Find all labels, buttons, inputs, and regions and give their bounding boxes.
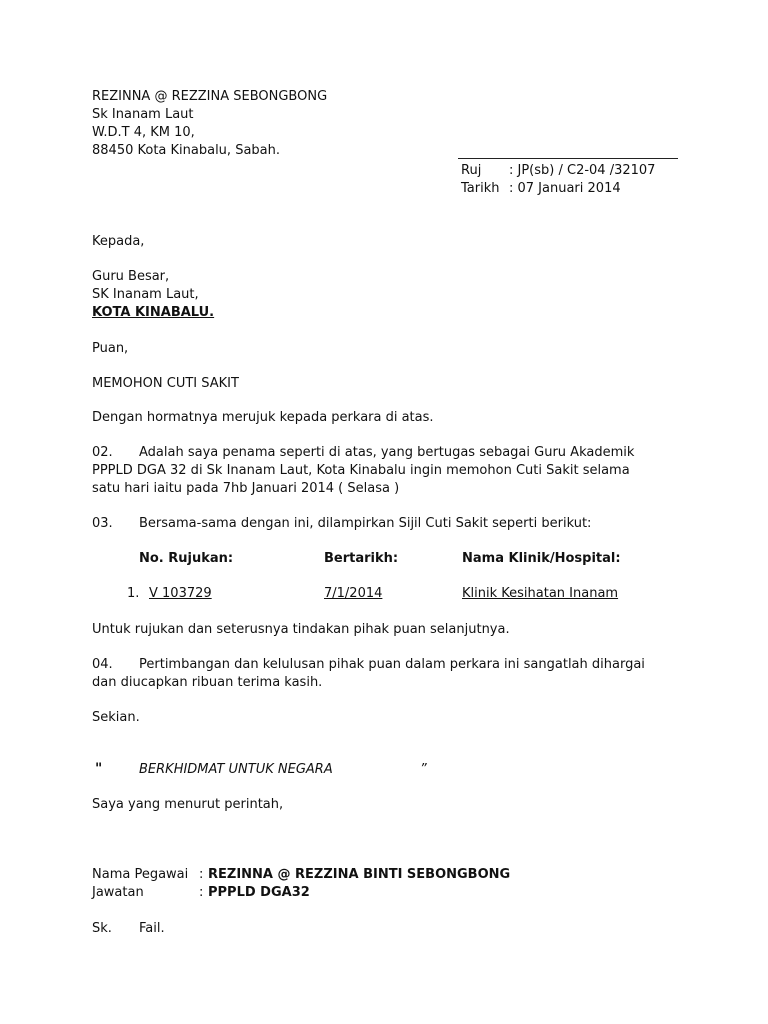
- table-cell-tarikh: 7/1/2014: [324, 586, 383, 601]
- ruj-label: Ruj: [461, 163, 482, 178]
- para-04-line-1: Pertimbangan dan kelulusan pihak puan dalam perkara ini sangatlah dihargai: [139, 657, 645, 672]
- para-04-line-2: dan diucapkan ribuan terima kasih.: [92, 675, 323, 690]
- officer-post-value: PPPLD DGA32: [208, 885, 310, 900]
- table-row-index: 1.: [127, 586, 140, 601]
- tarikh-value: : 07 Januari 2014: [509, 181, 621, 196]
- officer-post-colon: :: [199, 885, 204, 900]
- subject: MEMOHON CUTI SAKIT: [92, 376, 239, 391]
- motto-close-quote: ”: [420, 762, 427, 777]
- table-header-klinik: Nama Klinik/Hospital:: [462, 551, 621, 566]
- recipient-line-3: KOTA KINABALU.: [92, 305, 215, 320]
- table-cell-klinik: Klinik Kesihatan Inanam: [462, 586, 619, 601]
- motto-open-quote: ": [95, 761, 103, 777]
- sign-off: Saya yang menurut perintah,: [92, 797, 284, 812]
- para-02-line-1: Adalah saya penama seperti di atas, yang bertugas sebagai Guru Akademik: [139, 445, 635, 460]
- officer-post-label: Jawatan: [92, 885, 144, 900]
- greeting: Puan,: [92, 341, 129, 356]
- para-03-text: Bersama-sama dengan ini, dilampirkan Sijil Cuti Sakit seperti berikut:: [139, 516, 592, 531]
- officer-name-label: Nama Pegawai: [92, 867, 189, 882]
- table-cell-rujukan: V 103729: [149, 586, 212, 601]
- ruj-value: : JP(sb) / C2-04 /32107: [509, 163, 656, 178]
- sender-address-line-1: W.D.T 4, KM 10,: [92, 125, 195, 140]
- motto-text: BERKHIDMAT UNTUK NEGARA: [139, 762, 333, 777]
- para-02-line-3: satu hari iaitu pada 7hb Januari 2014 ( Selasa ): [92, 481, 400, 496]
- para-03-number: 03.: [92, 516, 113, 531]
- recipient-line-2: SK Inanam Laut,: [92, 287, 199, 302]
- tarikh-label: Tarikh: [461, 181, 500, 196]
- para-02-line-2: PPPLD DGA 32 di Sk Inanam Laut, Kota Kinabalu ingin memohon Cuti Sakit selama: [92, 463, 630, 478]
- header-divider: [458, 158, 678, 159]
- sender-address-line-2: 88450 Kota Kinabalu, Sabah.: [92, 143, 280, 158]
- para-02-number: 02.: [92, 445, 113, 460]
- officer-name-colon: :: [199, 867, 204, 882]
- footer-sk: Sk.: [92, 921, 112, 936]
- para-04-number: 04.: [92, 657, 113, 672]
- sender-school: Sk Inanam Laut: [92, 107, 194, 122]
- footer-fail: Fail.: [139, 921, 165, 936]
- officer-name-value: REZINNA @ REZZINA BINTI SEBONGBONG: [208, 867, 511, 882]
- table-header-rujukan: No. Rujukan:: [139, 551, 234, 566]
- followup-line: Untuk rujukan dan seterusnya tindakan pihak puan selanjutnya.: [92, 622, 510, 637]
- closing: Sekian.: [92, 710, 140, 725]
- opening-line: Dengan hormatnya merujuk kepada perkara di atas.: [92, 410, 434, 425]
- sender-name: REZINNA @ REZZINA SEBONGBONG: [92, 89, 328, 104]
- recipient-to: Kepada,: [92, 234, 145, 249]
- recipient-line-1: Guru Besar,: [92, 269, 170, 284]
- table-header-tarikh: Bertarikh:: [324, 551, 399, 566]
